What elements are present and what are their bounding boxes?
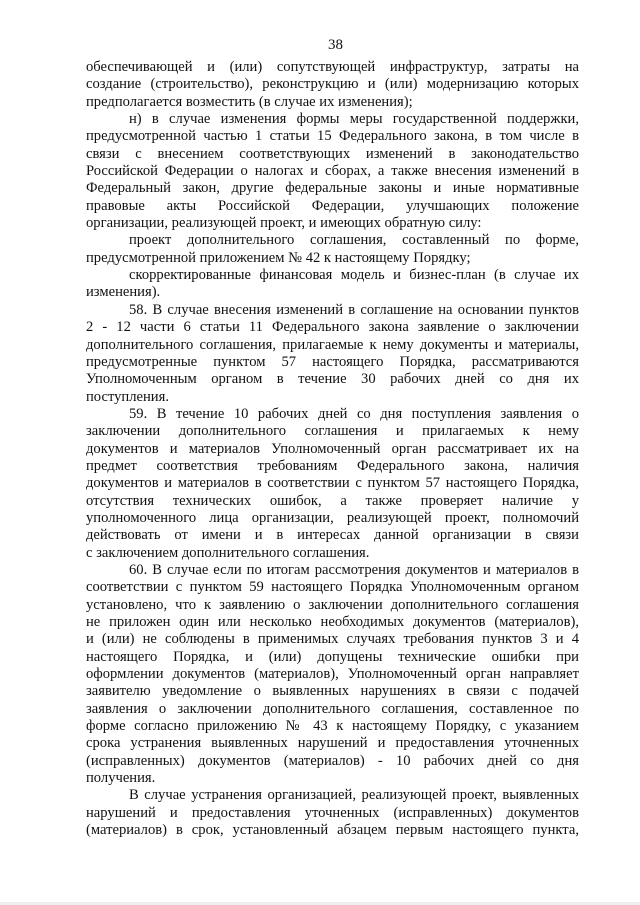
text-line: предмет соответствия требованиям Федерального закона, наличия [86, 457, 579, 474]
text-line: предусмотренные пунктом 57 настоящего Порядка, рассматриваются [86, 353, 579, 370]
text-line: нарушений и предоставления уточненных (исправленных) документов [86, 804, 579, 821]
text-line: форме согласно приложению № 43 к настоящему Порядку, с указанием [86, 718, 579, 735]
text-line: Уполномоченным органом в течение 30 рабочих дней со дня их [86, 371, 579, 388]
document-page [86, 36, 579, 839]
text-line: обеспечивающей и (или) сопутствующей инфраструктур, затраты на [86, 59, 579, 75]
text-line: отсутствия технических ошибок, а также проверяет наличие у [86, 492, 579, 509]
text-line: соответствии с пунктом 59 настоящего Порядка Уполномоченным органом [86, 579, 579, 596]
text-line: получения. [86, 770, 156, 787]
text-line: создание (строительство), реконструкцию и (или) модернизацию которых [86, 76, 579, 93]
text-line: установлено, что к заявлению о заключении дополнительного соглашения [86, 596, 579, 613]
text-line: дополнительного соглашения, прилагаемые к нему документы и материалы, [86, 336, 579, 353]
text-line: Российской Федерации о налогах и сборах, а также внесения изменений в [86, 163, 579, 180]
text-line: и (или) не соблюдены в применимых случаях требования пунктов 3 и 4 [86, 631, 579, 648]
text-line: н) в случае изменения формы меры государственной поддержки, [129, 111, 579, 128]
text-line: 2 - 12 части 6 статьи 11 Федерального закона заявление о заключении [86, 319, 579, 336]
text-line: срока устранения выявленных нарушений и предоставления уточненных [86, 735, 579, 752]
text-line: предусмотренной частью 1 статьи 15 Федерального закона, в том числе в [86, 128, 579, 145]
document-body [86, 59, 579, 839]
text-line: 60. В случае если по итогам рассмотрения документов и материалов в [129, 561, 579, 578]
text-line: Федеральный закон, другие федеральные законы и иные нормативные [86, 180, 579, 197]
text-line: правовые акты Российской Федерации, улучшающих положение [86, 197, 579, 214]
text-line: поступления. [86, 388, 169, 405]
text-line: оформлении документов (материалов), Уполномоченный орган направляет [86, 666, 579, 683]
text-line: В случае устранения организацией, реализующей проект, выявленных [129, 787, 579, 804]
text-line: действовать от имени и в интересах данной организации в связи [86, 527, 579, 544]
text-line: не приложен один или несколько необходимых документов (материалов), [86, 614, 579, 630]
text-line: скорректированные финансовая модель и бизнес-план (в случае их [129, 267, 579, 284]
text-line: настоящего Порядка, и (или) допущены технические ошибки при [86, 648, 579, 665]
text-line: 58. В случае внесения изменений в соглашение на основании пунктов [129, 301, 579, 318]
text-line: заявления о заключении дополнительного соглашения, составленное по [86, 700, 579, 717]
text-line: изменения). [86, 284, 161, 301]
text-line: связи с внесением соответствующих изменений в законодательство [86, 145, 579, 162]
text-line: предусмотренной приложением № 42 к настоящему Порядку; [86, 249, 471, 266]
text-line: предполагается возместить (в случае их изменения); [86, 93, 413, 110]
text-line: с заключением дополнительного соглашения. [86, 544, 370, 561]
text-line: (исправленных) документов (материалов) - 10 рабочих дней со дня [86, 752, 579, 769]
text-line: уполномоченного лица организации, реализующей проект, полномочий [86, 509, 579, 526]
text-line: заключении дополнительного соглашения и прилагаемых к нему [86, 423, 579, 440]
text-line: документов и материалов в соответствии с пунктом 57 настоящего Порядка, [86, 475, 579, 492]
text-line: организации, реализующей проект, и имеющих обратную силу: [86, 215, 482, 232]
text-line: 59. В течение 10 рабочих дней со дня поступления заявления о [129, 405, 579, 422]
text-line: проект дополнительного соглашения, составленный по форме, [129, 232, 579, 249]
page-number: 38 [328, 37, 343, 53]
text-line: заявителю уведомление о выявленных нарушениях в связи с подачей [86, 683, 579, 700]
text-line: документов и материалов Уполномоченный орган рассматривает их на [86, 440, 579, 457]
text-line: (материалов) в срок, установленный абзацем первым настоящего пункта, [86, 822, 579, 839]
